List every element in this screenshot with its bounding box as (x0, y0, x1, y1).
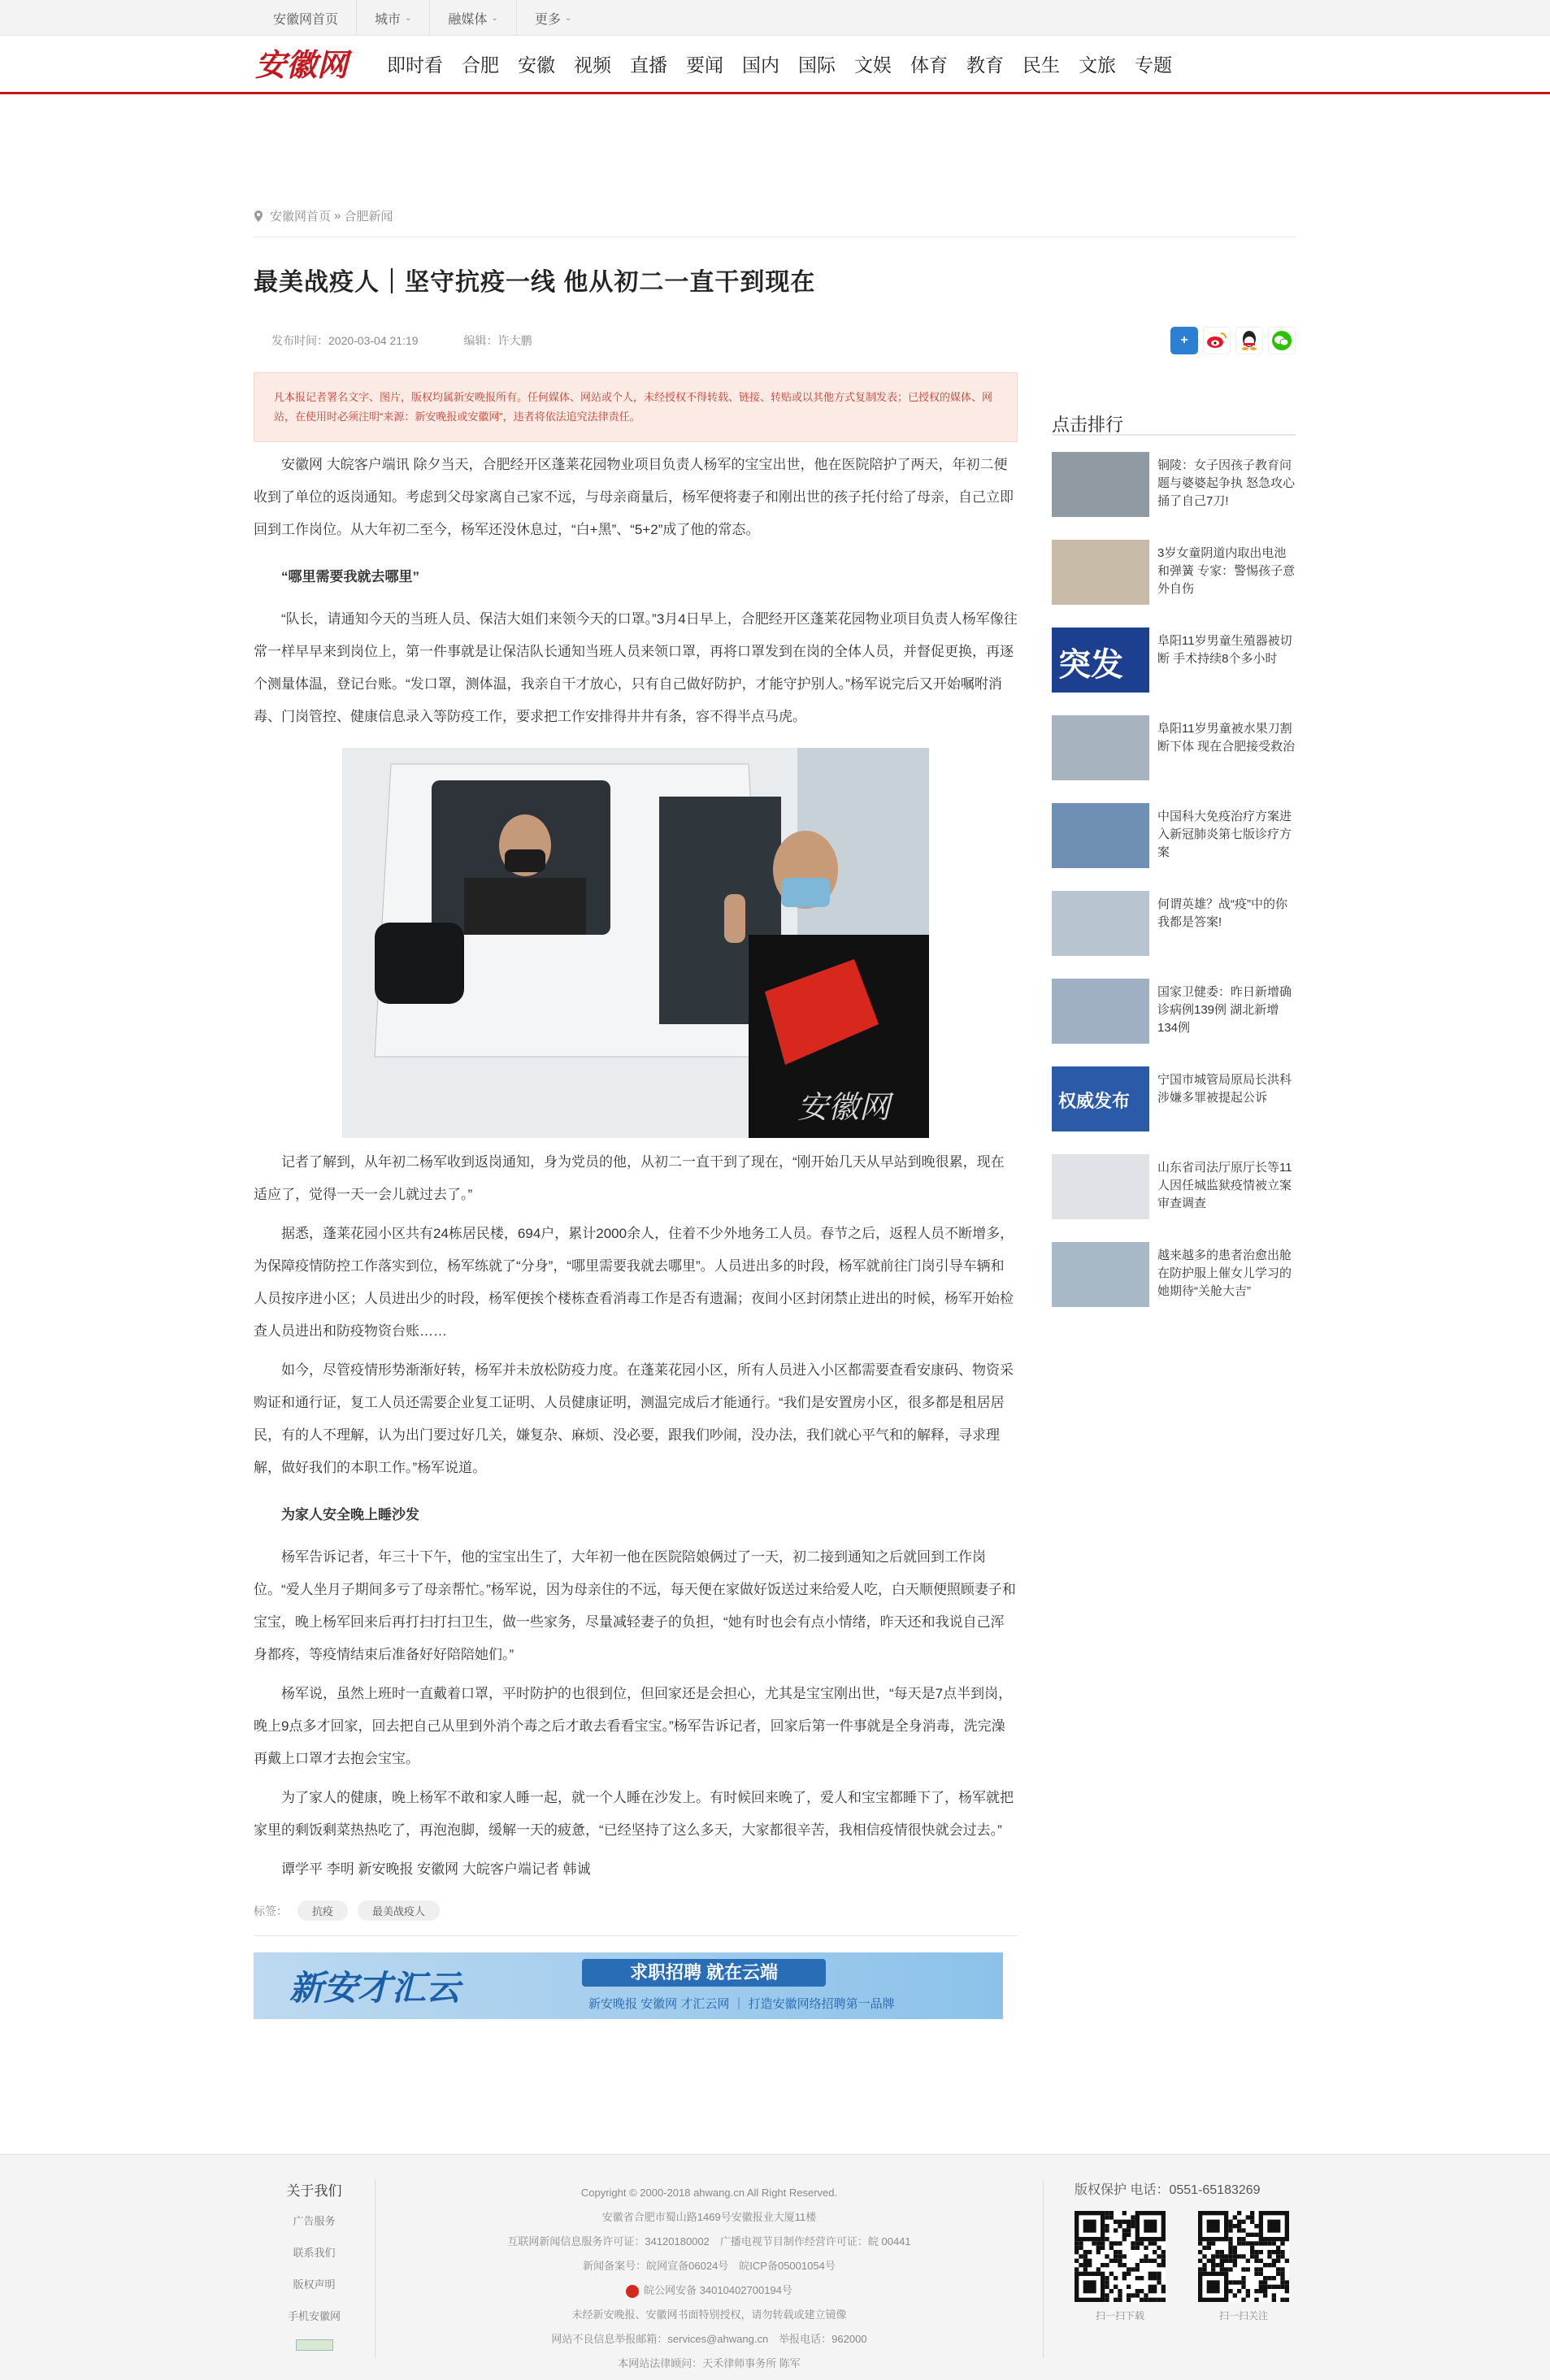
ranking-title: 国家卫健委：昨日新增确诊病例139例 湖北新增134例 (1157, 985, 1292, 1035)
copyright-phone: 版权保护 电话：0551-65183269 (1075, 2183, 1261, 2197)
nav-item[interactable]: 安徽 (518, 54, 555, 76)
ranking-title: 中国科大免疫治疗方案进入新冠肺炎第七版诊疗方案 (1157, 810, 1292, 859)
publish-time: 发布时间：2020-03-04 21:19 (271, 334, 419, 347)
thumbnail-caption: 权威发布 (1058, 1091, 1131, 1111)
article-photo (342, 748, 929, 1138)
nav-item[interactable]: 合肥 (462, 54, 499, 76)
ranking-thumbnail (1052, 891, 1149, 956)
qr-download-label: 扫一扫下载 (1095, 2310, 1144, 2321)
nav-item[interactable]: 体育 (910, 54, 948, 76)
ranking-thumbnail (1052, 803, 1149, 868)
ranking-item[interactable] (1052, 1066, 1296, 1138)
wechat-icon[interactable] (1268, 327, 1296, 354)
top-dropdown-media[interactable] (430, 0, 516, 36)
top-dropdown-more[interactable] (517, 0, 589, 36)
ranking-item[interactable] (1052, 891, 1296, 962)
tag-item[interactable]: 最美战疫人 (358, 1900, 440, 1921)
footer-qr (1044, 2179, 1296, 2358)
top-utility-bar (0, 0, 1550, 36)
ranking-item[interactable] (1052, 1154, 1296, 1226)
ranking-item[interactable] (1052, 628, 1296, 699)
banner-slogan: 求职招聘 就在云端 (582, 1959, 826, 1987)
main-container (254, 195, 1296, 2019)
nav-item[interactable]: 教育 (966, 54, 1004, 76)
footer-line: Copyright © 2000-2018 ahwang.cn All Right Reserved. (580, 2187, 838, 2199)
ranking-thumbnail (1052, 1154, 1149, 1219)
banner-brand: 新安才汇云 (289, 1968, 461, 2008)
qr-download[interactable] (1075, 2211, 1166, 2322)
ranking-title: 铜陵：女子因孩子教育问题与婆婆起争执 怒急攻心捅了自己7刀! (1157, 458, 1296, 508)
qr-code-icon (1075, 2211, 1166, 2302)
breadcrumb-home[interactable]: 安徽网首页 (270, 210, 332, 224)
footer-line: 安徽省合肥市蜀山路1469号安徽报业大厦11楼 (601, 2211, 817, 2223)
qr-follow-label: 扫一扫关注 (1218, 2310, 1268, 2321)
ranking-title: 3岁女童阴道内取出电池和弹簧 专家：警惕孩子意外自伤 (1157, 546, 1296, 596)
nav-item[interactable]: 文旅 (1079, 54, 1116, 76)
breadcrumb-section[interactable]: 合肥新闻 (344, 210, 393, 224)
police-badge-icon (626, 2285, 639, 2298)
share-plus-icon[interactable]: + (1170, 327, 1198, 354)
ranking-thumbnail (1052, 1066, 1149, 1131)
footer-link[interactable]: 手机安徽网 (287, 2310, 341, 2322)
chevron-down-icon: ⌄ (564, 13, 572, 23)
location-pin-icon (254, 211, 263, 222)
paragraph-6: 杨军告诉记者，年三十下午，他的宝宝出生了，大年初一他在医院陪娘俩过了一天，初二接到通知之后就回到工作岗位。“爱人坐月子期间多亏了母亲帮忙。”杨军说，因为母亲住的不远，每天便在家做好饭送过来给爱人吃，白天顺便照顾妻子和宝宝，晚上杨军回来后再打扫打扫卫生，做一些家务，尽量减轻妻子的负担，“她有时也会有点小情绪，昨天还和我说自己浑身都疼，等疫情结束后准备好好陪陪她们。” (254, 1549, 1016, 1662)
footer-about-heading: 关于我们 (286, 2183, 342, 2199)
article-meta (254, 327, 1296, 354)
breadcrumb-separator: » (334, 209, 341, 223)
svg-text:安徽网: 安徽网 (255, 46, 349, 83)
thumbnail-caption: 突发 (1058, 647, 1123, 683)
site-footer (0, 2154, 1550, 2380)
nav-item[interactable]: 视频 (574, 54, 611, 76)
logo-calligraphy (254, 45, 377, 84)
footer-link[interactable]: 广告服务 (293, 2215, 336, 2227)
footer-line: 本网站法律顾问：天禾律师事务所 陈军 (618, 2357, 801, 2369)
ranking-thumbnail (1052, 540, 1149, 605)
footer-line: 新闻备案号：皖网宣备06024号 皖ICP备05001054号 (583, 2260, 836, 2272)
ranking-thumbnail (1052, 628, 1149, 693)
footer-line-police (376, 2278, 1043, 2303)
sidebar-ranking (1052, 372, 1296, 2019)
paragraph-5: 如今，尽管疫情形势渐渐好转，杨军并未放松防疫力度。在蓬莱花园小区，所有人员进入小区都需要查看安康码、物资采购证和通行证，复工人员还需要企业复工证明、人员健康证明，测温完成后才能通行。“我们是安置房小区，很多都是租居居民，有的人不理解，认为出门要过好几关，嫌复杂、麻烦、没必要，跟我们吵闹，没办法，我们就心平气和的解释，寻求理解，做好我们的本职工作。”杨军说道。 (254, 1362, 1014, 1475)
paragraph-4: 据悉，蓬莱花园小区共有24栋居民楼，694户，累计2000余人，住着不少外地务工人员。春节之后，返程人员不断增多，为保障疫情防控工作落实到位，杨军练就了“分身”，“哪里需要我就去哪里”。人员进出多的时段，杨军就前往门岗引导车辆和人员按序进小区；人员进出少的时段，杨军便挨个楼栋查看消毒工作是否有遗漏；夜间小区封闭禁止进出的时候，杨军开始检查人员进出和防疫物资台账…… (254, 1226, 1014, 1339)
article-body (254, 372, 1018, 2019)
breadcrumb (254, 195, 1296, 237)
qr-code-icon (1198, 2211, 1289, 2302)
top-link-home[interactable] (254, 0, 357, 36)
ranking-item[interactable] (1052, 715, 1296, 787)
ranking-item[interactable] (1052, 979, 1296, 1050)
top-media-label: 融媒体 (448, 12, 488, 27)
ranking-item[interactable] (1052, 803, 1296, 875)
tag-list (254, 1900, 1018, 1936)
tag-item[interactable]: 抗疫 (297, 1900, 348, 1921)
nav-item[interactable]: 即时看 (387, 54, 443, 76)
paragraph-2: “队长，请通知今天的当班人员、保洁大姐们来领今天的口罩。”3月4日早上，合肥经开区蓬莱花园物业项目负责人杨军像往常一样早早来到岗位上，第一件事就是让保洁队长通知当班人员来领口罩，再将口罩发到在岗的全体人员，并督促更换，再逐个测量体温，登记台账。“发口罩，测体温，我亲自干才放心，只有自己做好防护，才能守护别人。”杨军说完后又开始嘱咐消毒、门岗管控、健康信息录入等防疫工作，要求把工作安排得井井有条，容不得半点马虎。 (254, 611, 1018, 724)
top-home-label: 安徽网首页 (273, 12, 339, 27)
tags-label: 标签： (254, 1904, 288, 1917)
ranking-thumbnail (1052, 452, 1149, 517)
ranking-title: 阜阳11岁男童被水果刀割断下体 现在合肥接受救治 (1157, 722, 1296, 754)
ranking-item[interactable] (1052, 540, 1296, 611)
ranking-thumbnail (1052, 979, 1149, 1044)
ranking-title: 宁国市城管局原局长洪科涉嫌多罪被提起公诉 (1157, 1073, 1292, 1105)
footer-line: 网站不良信息举报邮箱：services@ahwang.cn 举报电话：962000 (551, 2333, 867, 2345)
ranking-item[interactable] (1052, 452, 1296, 523)
editor: 编辑：许大鹏 (463, 334, 532, 347)
main-navigation (0, 36, 1550, 94)
paragraph-3: 记者了解到，从年初二杨军收到返岗通知，身为党员的他，从初二一直干到了现在，“刚开始几天从早站到晚很累，现在适应了，觉得一天一会儿就过去了。” (254, 1154, 1005, 1202)
ranking-title: 阜阳11岁男童生殖器被切断 手术持续8个多小时 (1157, 634, 1292, 666)
chevron-down-icon: ⌄ (405, 13, 412, 23)
photo-watermark: 安徽网 (797, 1089, 891, 1125)
article-title: 最美战疫人｜坚守抗疫一线 他从初二一直干到现在 (254, 269, 816, 296)
share-bar (1170, 327, 1296, 354)
byline: 谭学平 李明 新安晚报 安徽网 大皖客户端记者 韩诚 (281, 1861, 591, 1877)
ranking-title: 山东省司法厅原厅长等11人因任城监狱疫情被立案审查调查 (1157, 1161, 1292, 1210)
nav-item[interactable]: 要闻 (686, 54, 723, 76)
subheading-1: “哪里需要我就去哪里” (281, 569, 419, 584)
paragraph-7: 杨军说，虽然上班时一直戴着口罩，平时防护的也很到位，但回家还是会担心，尤其是宝宝刚出世，“每天是7点半到岗，晚上9点多才回家，回去把自己从里到外消个毒之后才敢去看看宝宝。”杨军告诉记者，回家后第一件事就是全身消毒，洗完澡再戴上口罩才去抱会宝宝。 (254, 1686, 1013, 1766)
ranking-item[interactable] (1052, 1242, 1296, 1314)
top-city-label: 城市 (375, 12, 402, 27)
nav-item[interactable]: 直播 (630, 54, 667, 76)
site-logo[interactable] (254, 42, 387, 86)
ranking-thumbnail (1052, 715, 1149, 780)
paragraph-8: 为了家人的健康，晚上杨军不敢和家人睡一起，就一个人睡在沙发上。有时候回来晚了，爱人和宝宝都睡下了，杨军就把家里的剩饭剩菜热热吃了，再泡泡脚，缓解一天的疲惫，“已经坚持了这么多天，大家都很辛苦，我相信疫情很快就会过去。” (254, 1790, 1014, 1838)
content-area (254, 372, 1296, 2019)
footer-line: 互联网新闻信息服务许可证：34120180002 广播电视节目制作经营许可证：皖 00441 (507, 2235, 911, 2248)
footer-link[interactable]: 联系我们 (293, 2247, 336, 2259)
banner-subtitle: 新安晚报 安徽网 才汇云网 ｜ 打造安徽网络招聘第一品牌 (588, 1997, 895, 2011)
paragraph-1: 安徽网 大皖客户端讯 除夕当天，合肥经开区蓬莱花园物业项目负责人杨军的宝宝出世，他在医院陪护了两天，年初二便收到了单位的返岗通知。考虑到父母家离自己家不远，与母亲商量后，杨军便将妻子和刚出世的孩子托付给了母亲，自己立即回到工作岗位。从大年初二至今，杨军还没休息过，“白+黑”、“5+2”成了他的常态。 (254, 457, 1014, 537)
nav-items (387, 50, 1191, 77)
ranking-title: 何谓英雄？战“疫”中的你我都是答案! (1157, 897, 1287, 929)
qq-icon[interactable] (1235, 327, 1263, 354)
top-dropdown-city[interactable] (357, 0, 430, 36)
weibo-icon[interactable] (1203, 327, 1231, 354)
recruitment-banner[interactable] (254, 1952, 1003, 2019)
footer-info (376, 2179, 1044, 2369)
ranking-title: 越来越多的患者治愈出舱 在防护服上催女儿学习的她期待“关舱大吉” (1157, 1249, 1292, 1298)
qr-follow[interactable] (1198, 2211, 1289, 2322)
ranking-list (1052, 452, 1296, 1314)
ranking-thumbnail (1052, 1242, 1149, 1307)
nav-item[interactable]: 专题 (1135, 54, 1172, 76)
copyright-notice: 凡本报记者署名文字、图片，版权均属新安晚报所有。任何媒体、网站或个人，未经授权不得转载、链接、转贴或以其他方式复制发表；已授权的媒体、网站，在使用时必须注明“来源：新安晚报或安徽网”，违者将依法追究法律责任。 (254, 372, 1018, 442)
ranking-heading: 点击排行 (1052, 405, 1296, 436)
nav-item[interactable]: 文娱 (854, 54, 892, 76)
nav-item[interactable]: 国内 (742, 54, 779, 76)
nav-item[interactable]: 民生 (1022, 54, 1060, 76)
footer-link[interactable]: 版权声明 (293, 2278, 336, 2291)
subheading-2: 为家人安全晚上睡沙发 (281, 1507, 419, 1522)
chevron-down-icon: ⌄ (491, 13, 498, 23)
footer-line: 皖公网安备 34010402700194号 (644, 2284, 792, 2296)
nav-item[interactable]: 国际 (798, 54, 836, 76)
cnzz-badge-icon (296, 2339, 333, 2351)
footer-about (254, 2179, 376, 2358)
footer-line: 未经新安晚报、安徽网书面特别授权，请勿转载或建立镜像 (571, 2308, 847, 2321)
top-more-label: 更多 (534, 12, 561, 27)
